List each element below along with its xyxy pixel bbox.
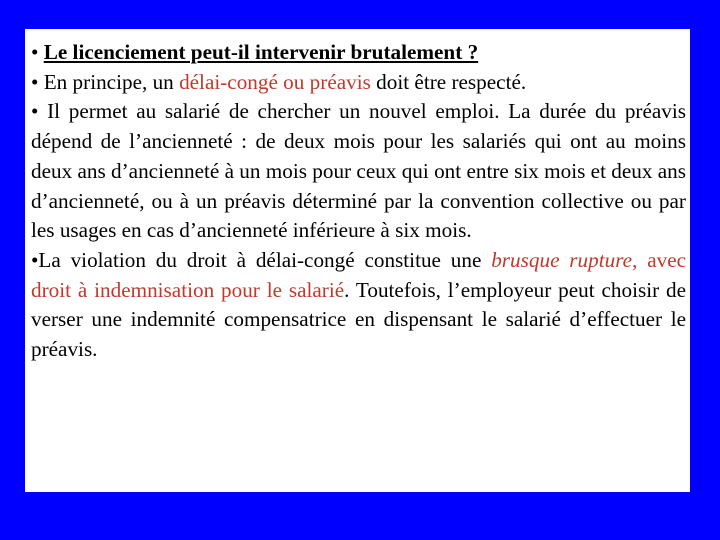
highlight-term-italic: brusque rupture [491, 247, 633, 272]
title-paragraph [31, 38, 686, 68]
paragraph-preavis [31, 68, 686, 98]
highlight-term: délai-congé ou préavis [179, 69, 371, 94]
paragraph-duree [31, 97, 686, 246]
highlight-phrase: , avec droit à indemnisation pour le salarié [31, 247, 687, 302]
paragraph-violation [31, 246, 686, 365]
bullet: • [31, 247, 39, 272]
bullet: • [31, 69, 44, 94]
slide-title: Le licenciement peut-il intervenir brutalement ? [43, 40, 479, 64]
paragraph-text: . Toutefois, l’employeur peut choisir de verser une indemnité compensatrice en dispensant le salarié d’effectuer le préavis. [31, 277, 686, 362]
paragraph-text: La violation du droit à délai-congé constitue une [38, 247, 492, 272]
bullet: • [31, 99, 48, 124]
paragraph-text: En principe, un [43, 69, 180, 94]
slide-card [25, 29, 690, 492]
paragraph-text: doit être respecté. [370, 69, 527, 94]
paragraph-text: Il permet au salarié de chercher un nouvel emploi. La durée du préavis dépend de l’ancienneté : de deux mois pour les salariés qui ont au moins deux ans d’ancienneté à un mois pour ceux qui ont entre six mois et deux ans d’ancienneté, ou à un préavis déterminé par la convention collective ou par les usages en cas d’ancienneté inférieure à six mois. [31, 99, 686, 243]
bullet: • [31, 40, 44, 64]
